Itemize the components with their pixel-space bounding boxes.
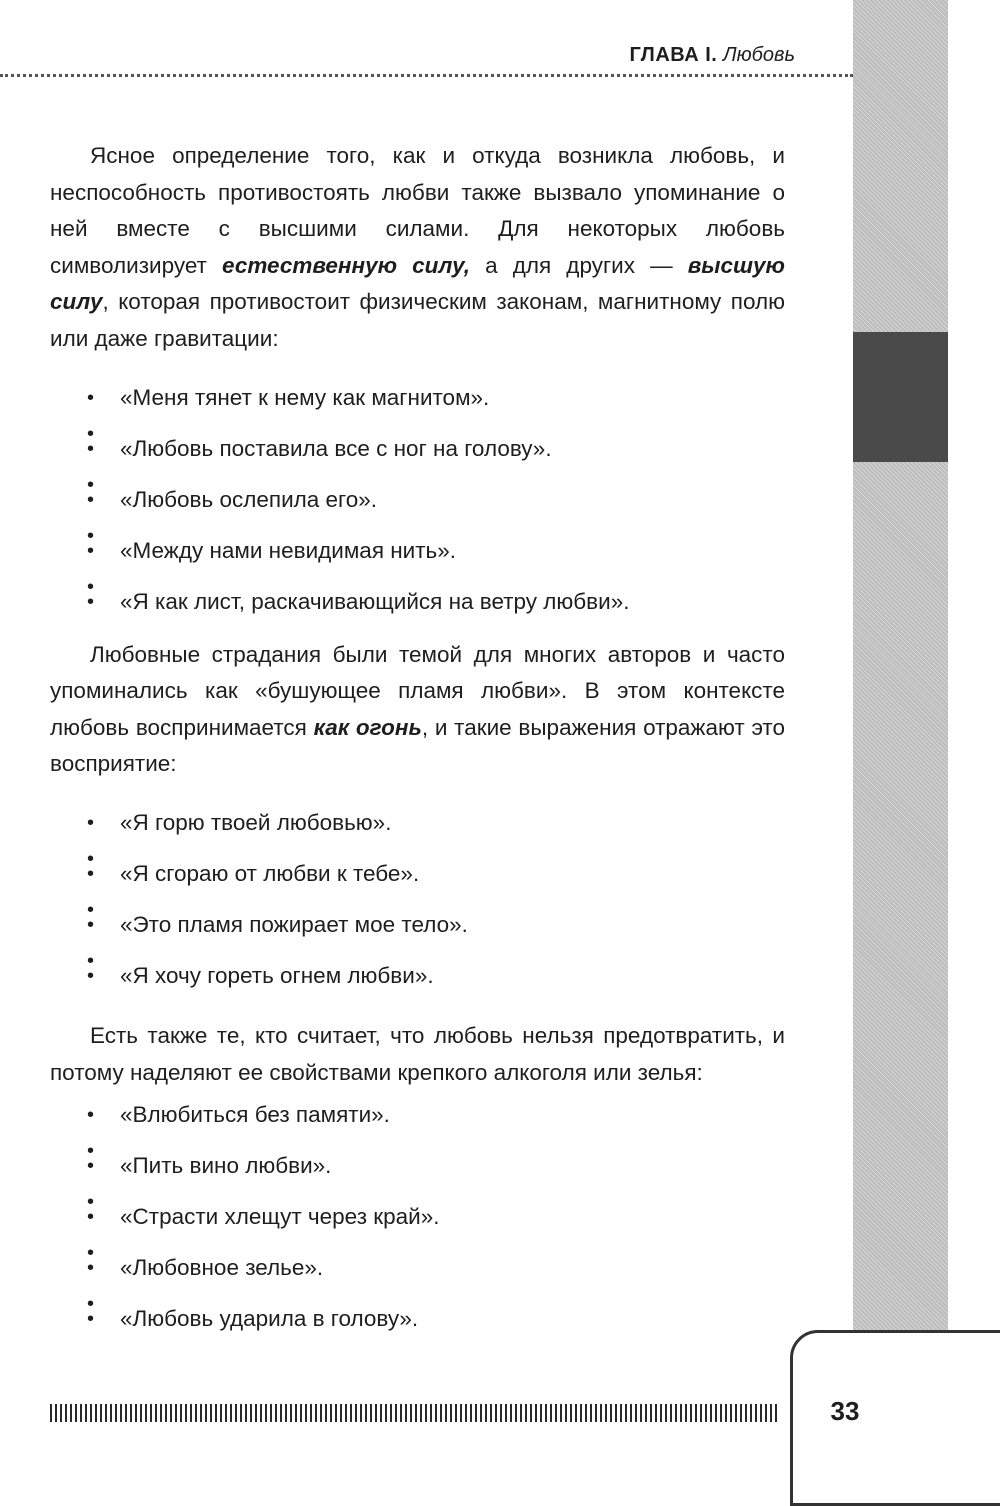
- quote-list-3: [50, 1097, 785, 1337]
- chapter-thumb-tab: [853, 332, 948, 462]
- list-item: • «Я хочу гореть огнем любви».: [50, 958, 785, 994]
- paragraph-1-text-a: Ясное определение того, как и откуда возникла любовь, и неспособность противостоять любви также вызвало упоминание о ней вместе с высшими силами. Для некоторых любовь символизирует: [50, 143, 785, 278]
- paragraph-2: [50, 637, 785, 783]
- list-item: • «Любовное зелье».: [50, 1250, 785, 1286]
- emphasis-natural-force: естественную силу,: [222, 252, 471, 278]
- section-label: Любовь: [722, 44, 795, 66]
- emphasis-higher-force: высшую силу: [50, 252, 785, 315]
- list-item: • «Это пламя пожирает мое тело».: [50, 907, 785, 943]
- paragraph-2-text-a: Любовные страдания были темой для многих авторов и часто упоминались как «бушующее пламя любви». В этом контексте любовь воспринимается: [50, 641, 785, 740]
- paragraph-1-text-c: , которая противостоит физическим законам, магнитному полю или даже гравитации:: [50, 289, 785, 351]
- list-item: • «Любовь ударила в голову».: [50, 1301, 785, 1337]
- list-item: • «Любовь ослепила его».: [50, 482, 785, 518]
- running-header: [560, 44, 795, 67]
- list-item: • «Между нами невидимая нить».: [50, 533, 785, 569]
- footer-barcode-decoration: [50, 1404, 780, 1422]
- emphasis-like-fire: как огонь: [313, 714, 422, 740]
- chapter-label: ГЛАВА I.: [629, 44, 718, 66]
- quote-list-2: [50, 805, 785, 994]
- quote-list-1: [50, 380, 785, 620]
- list-item: • «Я сгораю от любви к тебе».: [50, 856, 785, 892]
- list-item: • «Меня тянет к нему как магнитом».: [50, 380, 785, 416]
- paragraph-1-text-b: а для других —: [470, 252, 688, 278]
- header-dotted-rule: [0, 74, 853, 77]
- list-item: • «Пить вино любви».: [50, 1148, 785, 1184]
- list-item: • «Влюбиться без памяти».: [50, 1097, 785, 1133]
- paragraph-2-text-b: , и такие выражения отражают это восприятие:: [50, 714, 786, 777]
- paragraph-3: [50, 1018, 785, 1091]
- list-item: • «Страсти хлещут через край».: [50, 1199, 785, 1235]
- side-band-decoration: [853, 0, 948, 1330]
- page-number: 33: [830, 1396, 860, 1426]
- list-item: • «Я горю твоей любовью».: [50, 805, 785, 841]
- paragraph-1: [50, 138, 785, 358]
- body-text: [50, 138, 785, 1337]
- list-item: • «Я как лист, раскачивающийся на ветру любви».: [50, 584, 785, 620]
- list-item: • «Любовь поставила все с ног на голову».: [50, 431, 785, 467]
- paragraph-3-text: Есть также те, кто считает, что любовь нельзя предотвратить, и потому наделяют ее свойствами крепкого алкоголя или зелья:: [50, 1022, 785, 1085]
